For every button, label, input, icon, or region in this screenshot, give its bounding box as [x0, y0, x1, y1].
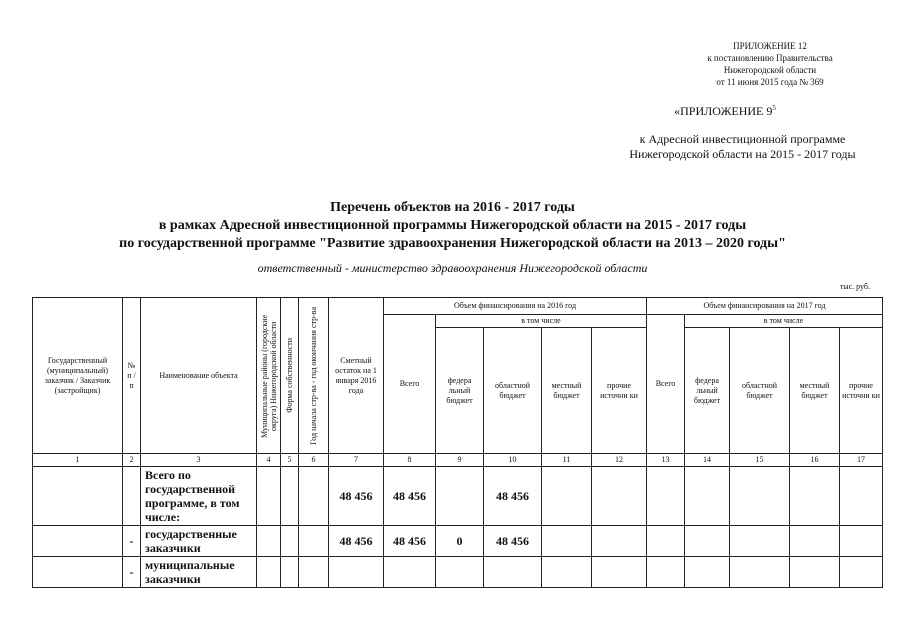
cell-other-2016	[592, 526, 647, 557]
header-districts-text: Муниципальные районы (городские округа) Нижегородской области	[259, 313, 278, 438]
cell-ownership	[281, 467, 299, 526]
column-number: 3	[141, 454, 257, 467]
cell-federal-2017	[685, 526, 730, 557]
header-ownership-text: Форма собственности	[285, 338, 294, 413]
cell-local-2017	[790, 467, 840, 526]
cell-num: -	[123, 557, 141, 588]
cell-total-2017	[647, 526, 685, 557]
header-local-2017: местный бюджет	[790, 328, 840, 454]
cell-years	[299, 557, 329, 588]
cell-local-2016	[542, 557, 592, 588]
header-including-2017: в том числе	[685, 315, 883, 328]
cell-num	[123, 467, 141, 526]
cell-federal-2017	[685, 557, 730, 588]
cell-num: -	[123, 526, 141, 557]
table-row	[33, 557, 883, 588]
cell-total-2016: 48 456	[384, 526, 436, 557]
cell-total-2017	[647, 557, 685, 588]
header-years	[299, 298, 329, 454]
program-reference	[600, 132, 885, 162]
appendix-line: Нижегородской области	[723, 65, 817, 75]
cell-regional-2016: 48 456	[484, 467, 542, 526]
cell-years	[299, 526, 329, 557]
cell-total-2016	[384, 557, 436, 588]
column-number: 14	[685, 454, 730, 467]
column-number: 4	[257, 454, 281, 467]
header-regional-2017: областной бюджет	[730, 328, 790, 454]
cell-other-2016	[592, 557, 647, 588]
cell-customer	[33, 467, 123, 526]
column-number: 5	[281, 454, 299, 467]
cell-estimated: 48 456	[329, 467, 384, 526]
cell-total-2017	[647, 467, 685, 526]
cell-federal-2016	[436, 467, 484, 526]
header-num: № п / п	[123, 298, 141, 454]
cell-regional-2017	[730, 467, 790, 526]
cell-regional-2017	[730, 526, 790, 557]
header-ownership	[281, 298, 299, 454]
cell-federal-2016: 0	[436, 526, 484, 557]
header-other-2017: прочие источни ки	[840, 328, 883, 454]
cell-districts	[257, 557, 281, 588]
title-line: по государственной программе "Развитие здравоохранения Нижегородской области на 2013 – 2020 годы"	[119, 236, 786, 251]
header-total-2016: Всего	[384, 315, 436, 454]
header-fin-2016: Объем финансирования на 2016 год	[384, 298, 647, 315]
header-federal-2016: федера льный бюджет	[436, 328, 484, 454]
appendix-line: к постановлению Правительства	[707, 53, 833, 63]
column-number: 17	[840, 454, 883, 467]
program-line: Нижегородской области на 2015 - 2017 годы	[629, 147, 856, 161]
header-including-2016: в том числе	[436, 315, 647, 328]
cell-districts	[257, 467, 281, 526]
cell-local-2016	[542, 467, 592, 526]
column-number: 16	[790, 454, 840, 467]
appendix-9-superscript: 5	[772, 104, 776, 112]
column-number: 13	[647, 454, 685, 467]
objects-table	[32, 297, 883, 588]
appendix-9-text: «ПРИЛОЖЕНИЕ 9	[674, 104, 773, 118]
cell-regional-2017	[730, 557, 790, 588]
column-number: 9	[436, 454, 484, 467]
cell-local-2016	[542, 526, 592, 557]
column-number: 6	[299, 454, 329, 467]
cell-other-2017	[840, 557, 883, 588]
column-number: 15	[730, 454, 790, 467]
table-row	[33, 467, 883, 526]
header-local-2016: местный бюджет	[542, 328, 592, 454]
header-total-2017: Всего	[647, 315, 685, 454]
cell-ownership	[281, 526, 299, 557]
table-row	[33, 526, 883, 557]
document-title	[0, 199, 905, 253]
column-number: 12	[592, 454, 647, 467]
header-regional-2016: областной бюджет	[484, 328, 542, 454]
cell-object-name: Всего по государственной программе, в том числе:	[141, 467, 257, 526]
column-number: 1	[33, 454, 123, 467]
cell-regional-2016: 48 456	[484, 526, 542, 557]
program-line: к Адресной инвестиционной программе	[639, 132, 846, 146]
header-years-text: Год начала стр-ва - год окончания стр-ва	[309, 306, 318, 445]
header-estimated: Сметный остаток на 1 января 2016 года	[329, 298, 384, 454]
cell-object-name: государственные заказчики	[141, 526, 257, 557]
cell-other-2017	[840, 526, 883, 557]
header-federal-2017: федера льный бюджет	[685, 328, 730, 454]
cell-local-2017	[790, 526, 840, 557]
cell-ownership	[281, 557, 299, 588]
appendix-9-label	[600, 104, 850, 119]
header-fin-2017: Объем финансирования на 2017 год	[647, 298, 883, 315]
cell-years	[299, 467, 329, 526]
appendix-line: ПРИЛОЖЕНИЕ 12	[733, 41, 807, 51]
cell-other-2017	[840, 467, 883, 526]
cell-customer	[33, 526, 123, 557]
header-other-2016: прочие источни ки	[592, 328, 647, 454]
units-label: тыс. руб.	[839, 282, 870, 291]
cell-regional-2016	[484, 557, 542, 588]
column-number: 7	[329, 454, 384, 467]
column-number: 8	[384, 454, 436, 467]
cell-federal-2016	[436, 557, 484, 588]
cell-local-2017	[790, 557, 840, 588]
column-number-row	[33, 454, 883, 467]
header-districts	[257, 298, 281, 454]
cell-estimated: 48 456	[329, 526, 384, 557]
appendix-line: от 11 июня 2015 года № 369	[716, 77, 824, 87]
cell-other-2016	[592, 467, 647, 526]
appendix-block	[680, 40, 860, 88]
cell-object-name: муниципальные заказчики	[141, 557, 257, 588]
cell-federal-2017	[685, 467, 730, 526]
title-line: в рамках Адресной инвестиционной программы Нижегородской области на 2015 - 2017 годы	[158, 218, 747, 233]
header-object-name: Наименование объекта	[141, 298, 257, 454]
column-number: 10	[484, 454, 542, 467]
cell-estimated	[329, 557, 384, 588]
cell-districts	[257, 526, 281, 557]
cell-customer	[33, 557, 123, 588]
column-number: 11	[542, 454, 592, 467]
cell-total-2016: 48 456	[384, 467, 436, 526]
column-number: 2	[123, 454, 141, 467]
title-line: Перечень объектов на 2016 - 2017 годы	[330, 200, 575, 215]
header-customer: Государственный (муниципальный) заказчик / Заказчик (застройщик)	[33, 298, 123, 454]
responsible-line: ответственный - министерство здравоохранения Нижегородской области	[257, 261, 648, 275]
